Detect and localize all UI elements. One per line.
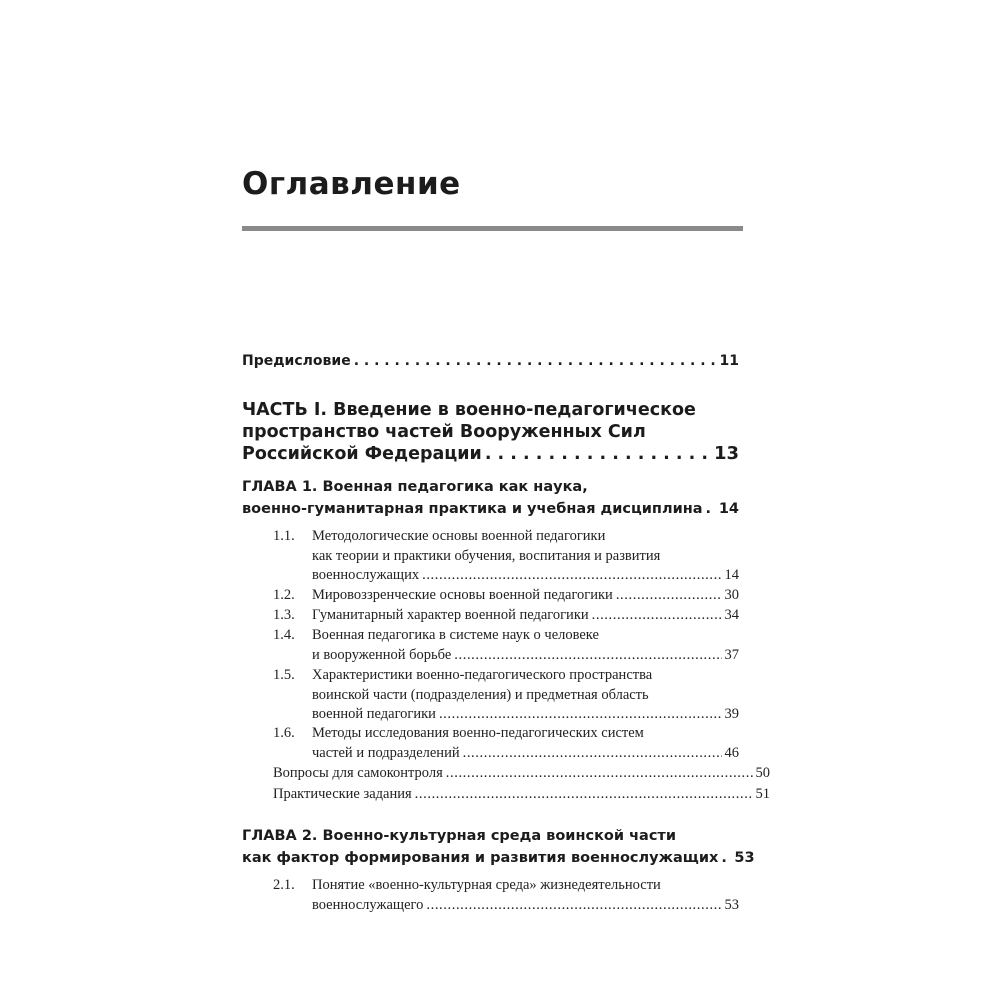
toc-entry-label: Предисловие (242, 353, 351, 369)
toc-page-number: 37 (724, 646, 739, 663)
toc-page-number: 39 (724, 706, 739, 723)
section-number: 1.4. (273, 627, 295, 643)
toc-section-1-3[interactable] (242, 606, 739, 626)
toc-page-number: 14 (724, 567, 739, 584)
toc-entry-label-line: Характеристики военно-педагогического пространства (312, 667, 653, 683)
toc-section-1-2[interactable] (242, 586, 739, 606)
toc-entry-chapter-1[interactable] (242, 476, 739, 520)
toc-entry-label-line: ЧАСТЬ I. Введение в военно-педагогическое (242, 400, 696, 420)
toc-page-number: 30 (724, 587, 739, 603)
toc-section-1-5[interactable] (242, 666, 739, 725)
dot-leader (592, 606, 722, 626)
toc-entry-label-line: воинской части (подразделения) и предметная область (312, 686, 649, 703)
toc-entry-label-line: как фактор формирования и развития военнослужащих (242, 850, 719, 866)
toc-entry-label-line: военной педагогики (312, 706, 436, 723)
toc-page-number: 13 (713, 443, 739, 464)
toc-page-number: 34 (724, 607, 739, 623)
toc-page-number: 53 (734, 850, 755, 866)
toc-entry-label-line: Методы исследования военно-педагогических систем (312, 725, 644, 741)
dot-leader (721, 847, 731, 869)
toc-entry-preface[interactable] (242, 353, 739, 369)
dot-leader (426, 896, 721, 916)
section-number: 1.1. (273, 528, 295, 544)
toc-entry-practical-tasks[interactable] (242, 785, 770, 805)
toc-page-number: 11 (719, 353, 739, 369)
toc-section-1-1[interactable] (242, 527, 739, 586)
dot-leader (446, 764, 753, 784)
dot-leader (422, 566, 721, 586)
page-title: Оглавление (242, 166, 461, 202)
toc-entry-label-line: военнослужащих (312, 567, 420, 584)
section-number: 1.2. (273, 587, 295, 603)
dot-leader (616, 586, 722, 606)
toc-section-2-1[interactable] (242, 876, 739, 915)
dot-leader (354, 353, 717, 369)
toc-entry-label-line: Гуманитарный характер военной педагогики (312, 607, 589, 623)
title-divider (242, 226, 743, 231)
toc-entry-chapter-2[interactable] (242, 825, 755, 869)
dot-leader (706, 498, 716, 520)
toc-entry-label-line: Российской Федерации (242, 444, 482, 464)
dot-leader (415, 785, 753, 805)
toc-entry-label: Вопросы для самоконтроля (273, 765, 443, 781)
toc-entry-label-line: как теории и практики обучения, воспитания и развития (312, 547, 661, 564)
toc-entry-control-questions[interactable] (242, 764, 770, 784)
toc-entry-part-1[interactable] (242, 400, 739, 466)
dot-leader (439, 705, 722, 725)
toc-page-number: 51 (755, 786, 770, 802)
toc-page-number: 50 (755, 765, 770, 781)
section-number: 1.5. (273, 667, 295, 683)
toc-entry-label-line: военнослужащего (312, 896, 424, 913)
toc-entry-label: Практические задания (273, 786, 412, 802)
section-number: 1.3. (273, 607, 295, 623)
toc-page-number: 53 (724, 896, 739, 913)
toc-page-number: 46 (724, 744, 739, 761)
toc-entry-label-line: ГЛАВА 2. Военно-культурная среда воинской части (242, 828, 676, 844)
toc-entry-label-line: и вооруженной борьбе (312, 646, 452, 663)
section-number: 2.1. (273, 877, 295, 893)
toc-section-1-4[interactable] (242, 626, 739, 665)
dot-leader (485, 444, 711, 466)
dot-leader (463, 744, 722, 764)
toc-entry-label-line: военно-гуманитарная практика и учебная дисциплина (242, 501, 703, 517)
section-number: 1.6. (273, 725, 295, 741)
toc-page (242, 0, 770, 1000)
toc-entry-label-line: Понятие «военно-культурная среда» жизнедеятельности (312, 877, 661, 893)
toc-entry-label-line: частей и подразделений (312, 744, 460, 761)
toc-entry-label-line: Методологические основы военной педагогики (312, 528, 606, 544)
toc-section-1-6[interactable] (242, 724, 739, 763)
toc-page-number: 14 (718, 501, 739, 517)
toc-entry-label-line: ГЛАВА 1. Военная педагогика как наука, (242, 479, 588, 495)
toc-entry-label-line: Военная педагогика в системе наук о человеке (312, 627, 599, 643)
toc-entry-label-line: пространство частей Вооруженных Сил (242, 421, 646, 442)
toc-entry-label-line: Мировоззренческие основы военной педагогики (312, 587, 613, 603)
dot-leader (454, 646, 721, 666)
